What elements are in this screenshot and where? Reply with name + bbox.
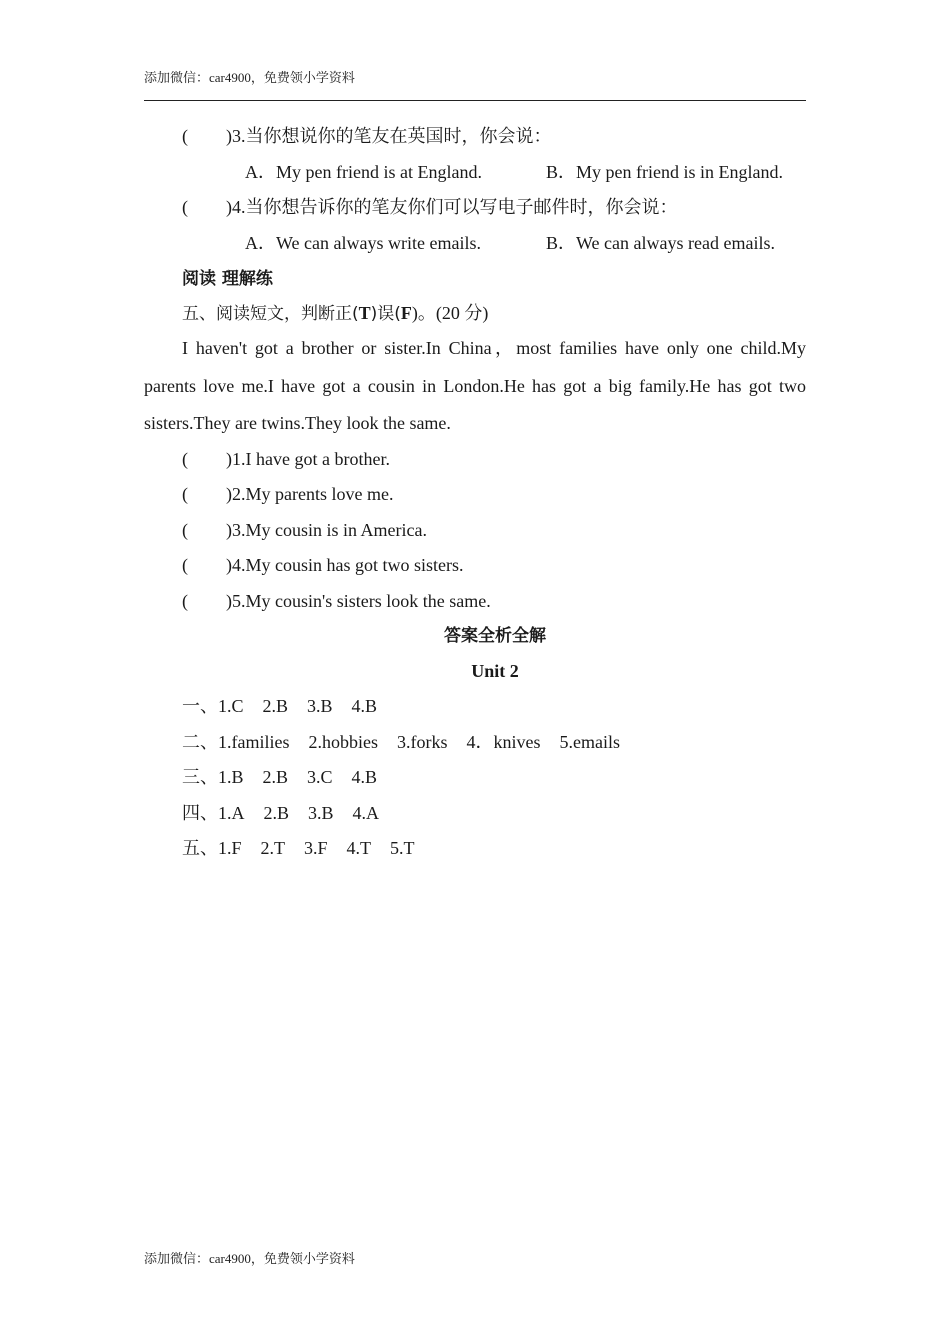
answer-row: 一、1.C 2.B 3.B 4.B: [182, 696, 378, 716]
page-footer: 添加微信：car4900，免费领小学资料: [144, 1251, 355, 1266]
reading-question: ( )2.My parents love me.: [182, 484, 394, 504]
header-divider: [144, 100, 806, 101]
answer-row: 四、1.A 2.B 3.B 4.A: [182, 803, 380, 823]
option-b: B．We can always read emails.: [546, 233, 775, 253]
answer-blank: (: [182, 484, 188, 504]
question-4-3: [182, 125, 552, 147]
answer-blank: (: [182, 449, 188, 469]
section-title: 五、阅读短文，判断正(T)误(F)。(20 分): [182, 303, 489, 324]
reading-passage: I haven't got a brother or sister.In China，most families have only one child.My parents love me.I have got a cousin in London.He has got a big family.He has got two sisters.They are twins.They look the same.: [144, 338, 806, 433]
option-a: A．My pen friend is at England.: [245, 162, 482, 182]
answer-blank: (: [182, 591, 188, 611]
section-heading: 阅读 理解练: [182, 269, 273, 289]
question-text: )4.当你想告诉你的笔友你们可以写电子邮件时，你会说：: [226, 197, 678, 217]
question-4-4: [182, 196, 678, 218]
reading-question: ( )1.I have got a brother.: [182, 449, 390, 469]
answer-row: 五、1.F 2.T 3.F 4.T 5.T: [182, 838, 415, 858]
question-text: )3.当你想说你的笔友在英国时，你会说：: [226, 126, 552, 146]
reading-question: ( )3.My cousin is in America.: [182, 520, 427, 540]
answer-row: 二、1.families 2.hobbies 3.forks 4．knives 5.emails: [182, 732, 620, 752]
reading-question: ( )5.My cousin's sisters look the same.: [182, 591, 491, 611]
answers-title: 答案全析全解: [444, 626, 546, 646]
answer-row: 三、1.B 2.B 3.C 4.B: [182, 767, 378, 787]
page-header: 添加微信：car4900，免费领小学资料: [144, 70, 355, 85]
option-a: A．We can always write emails.: [245, 233, 481, 253]
answer-blank: (: [182, 555, 188, 575]
reading-question: ( )4.My cousin has got two sisters.: [182, 555, 464, 575]
option-b: B．My pen friend is in England.: [546, 162, 783, 182]
unit-title: Unit 2: [471, 661, 519, 681]
answer-blank: (: [182, 126, 188, 146]
answer-blank: (: [182, 197, 188, 217]
answer-blank: (: [182, 520, 188, 540]
